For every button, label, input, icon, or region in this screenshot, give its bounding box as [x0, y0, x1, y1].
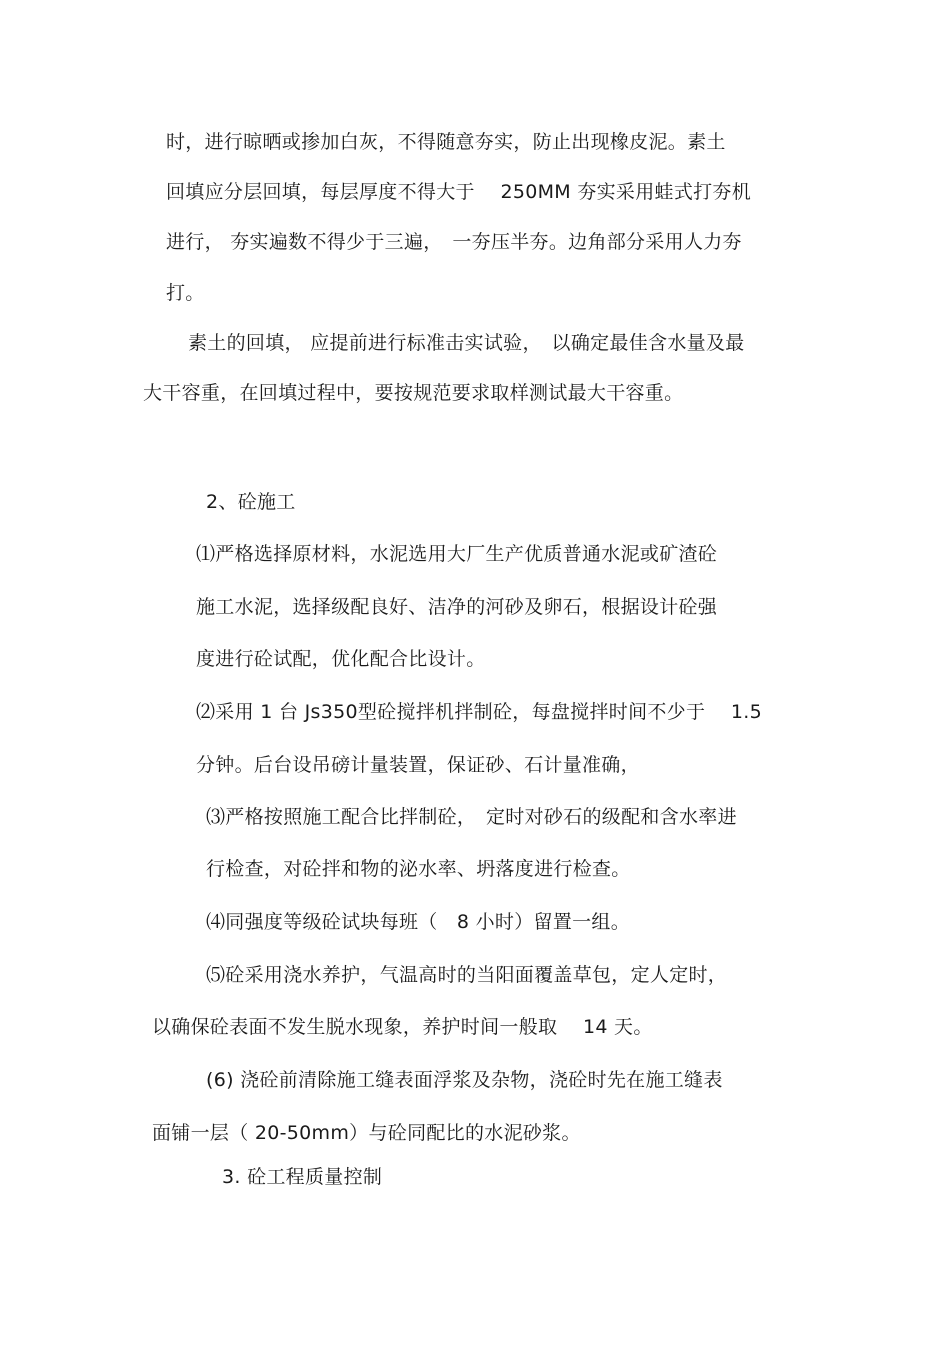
text-line: 进行， 夯实遍数不得少于三遍， 一夯压半夯。边角部分采用人力夯	[166, 231, 742, 253]
text-line: ⑷同强度等级砼试块每班（ 8 小时）留置一组。	[206, 911, 631, 933]
text-line: ⑴严格选择原材料，水泥选用大厂生产优质普通水泥或矿渣砼	[196, 543, 718, 565]
section-heading: 2、砼施工	[206, 491, 296, 513]
section-heading: 3. 砼工程质量控制	[222, 1166, 383, 1188]
text-line: 分钟。后台设吊磅计量装置，保证砂、石计量准确，	[196, 754, 640, 776]
text-line: ⑶严格按照施工配合比拌制砼， 定时对砂石的级配和含水率进	[206, 806, 737, 828]
text-line: 施工水泥，选择级配良好、洁净的河砂及卵石，根据设计砼强	[196, 596, 718, 618]
text-line: ⑸砼采用浇水养护，气温高时的当阳面覆盖草包，定人定时，	[206, 964, 728, 986]
text-line: 以确保砼表面不发生脱水现象，养护时间一般取 14 天。	[152, 1016, 653, 1038]
text-line: ⑵采用 1 台 Js350型砼搅拌机拌制砼，每盘搅拌时间不少于 1.5	[196, 701, 763, 723]
text-line: 度进行砼试配，优化配合比设计。	[196, 648, 486, 670]
text-line: 大干容重，在回填过程中，要按规范要求取样测试最大干容重。	[143, 382, 684, 404]
text-line: 打。	[166, 282, 205, 304]
text-line: 行检查，对砼拌和物的泌水率、坍落度进行检查。	[206, 858, 631, 880]
text-line: 时，进行晾晒或掺加白灰，不得随意夯实，防止出现橡皮泥。素土	[166, 131, 726, 153]
text-line: (6) 浇砼前清除施工缝表面浮浆及杂物，浇砼时先在施工缝表	[206, 1069, 723, 1091]
text-line: 素土的回填， 应提前进行标准击实试验， 以确定最佳含水量及最	[188, 332, 745, 354]
text-line: 回填应分层回填，每层厚度不得大于 250MM 夯实采用蛙式打夯机	[166, 181, 752, 203]
text-line: 面铺一层（ 20-50mm）与砼同配比的水泥砂浆。	[152, 1122, 581, 1144]
